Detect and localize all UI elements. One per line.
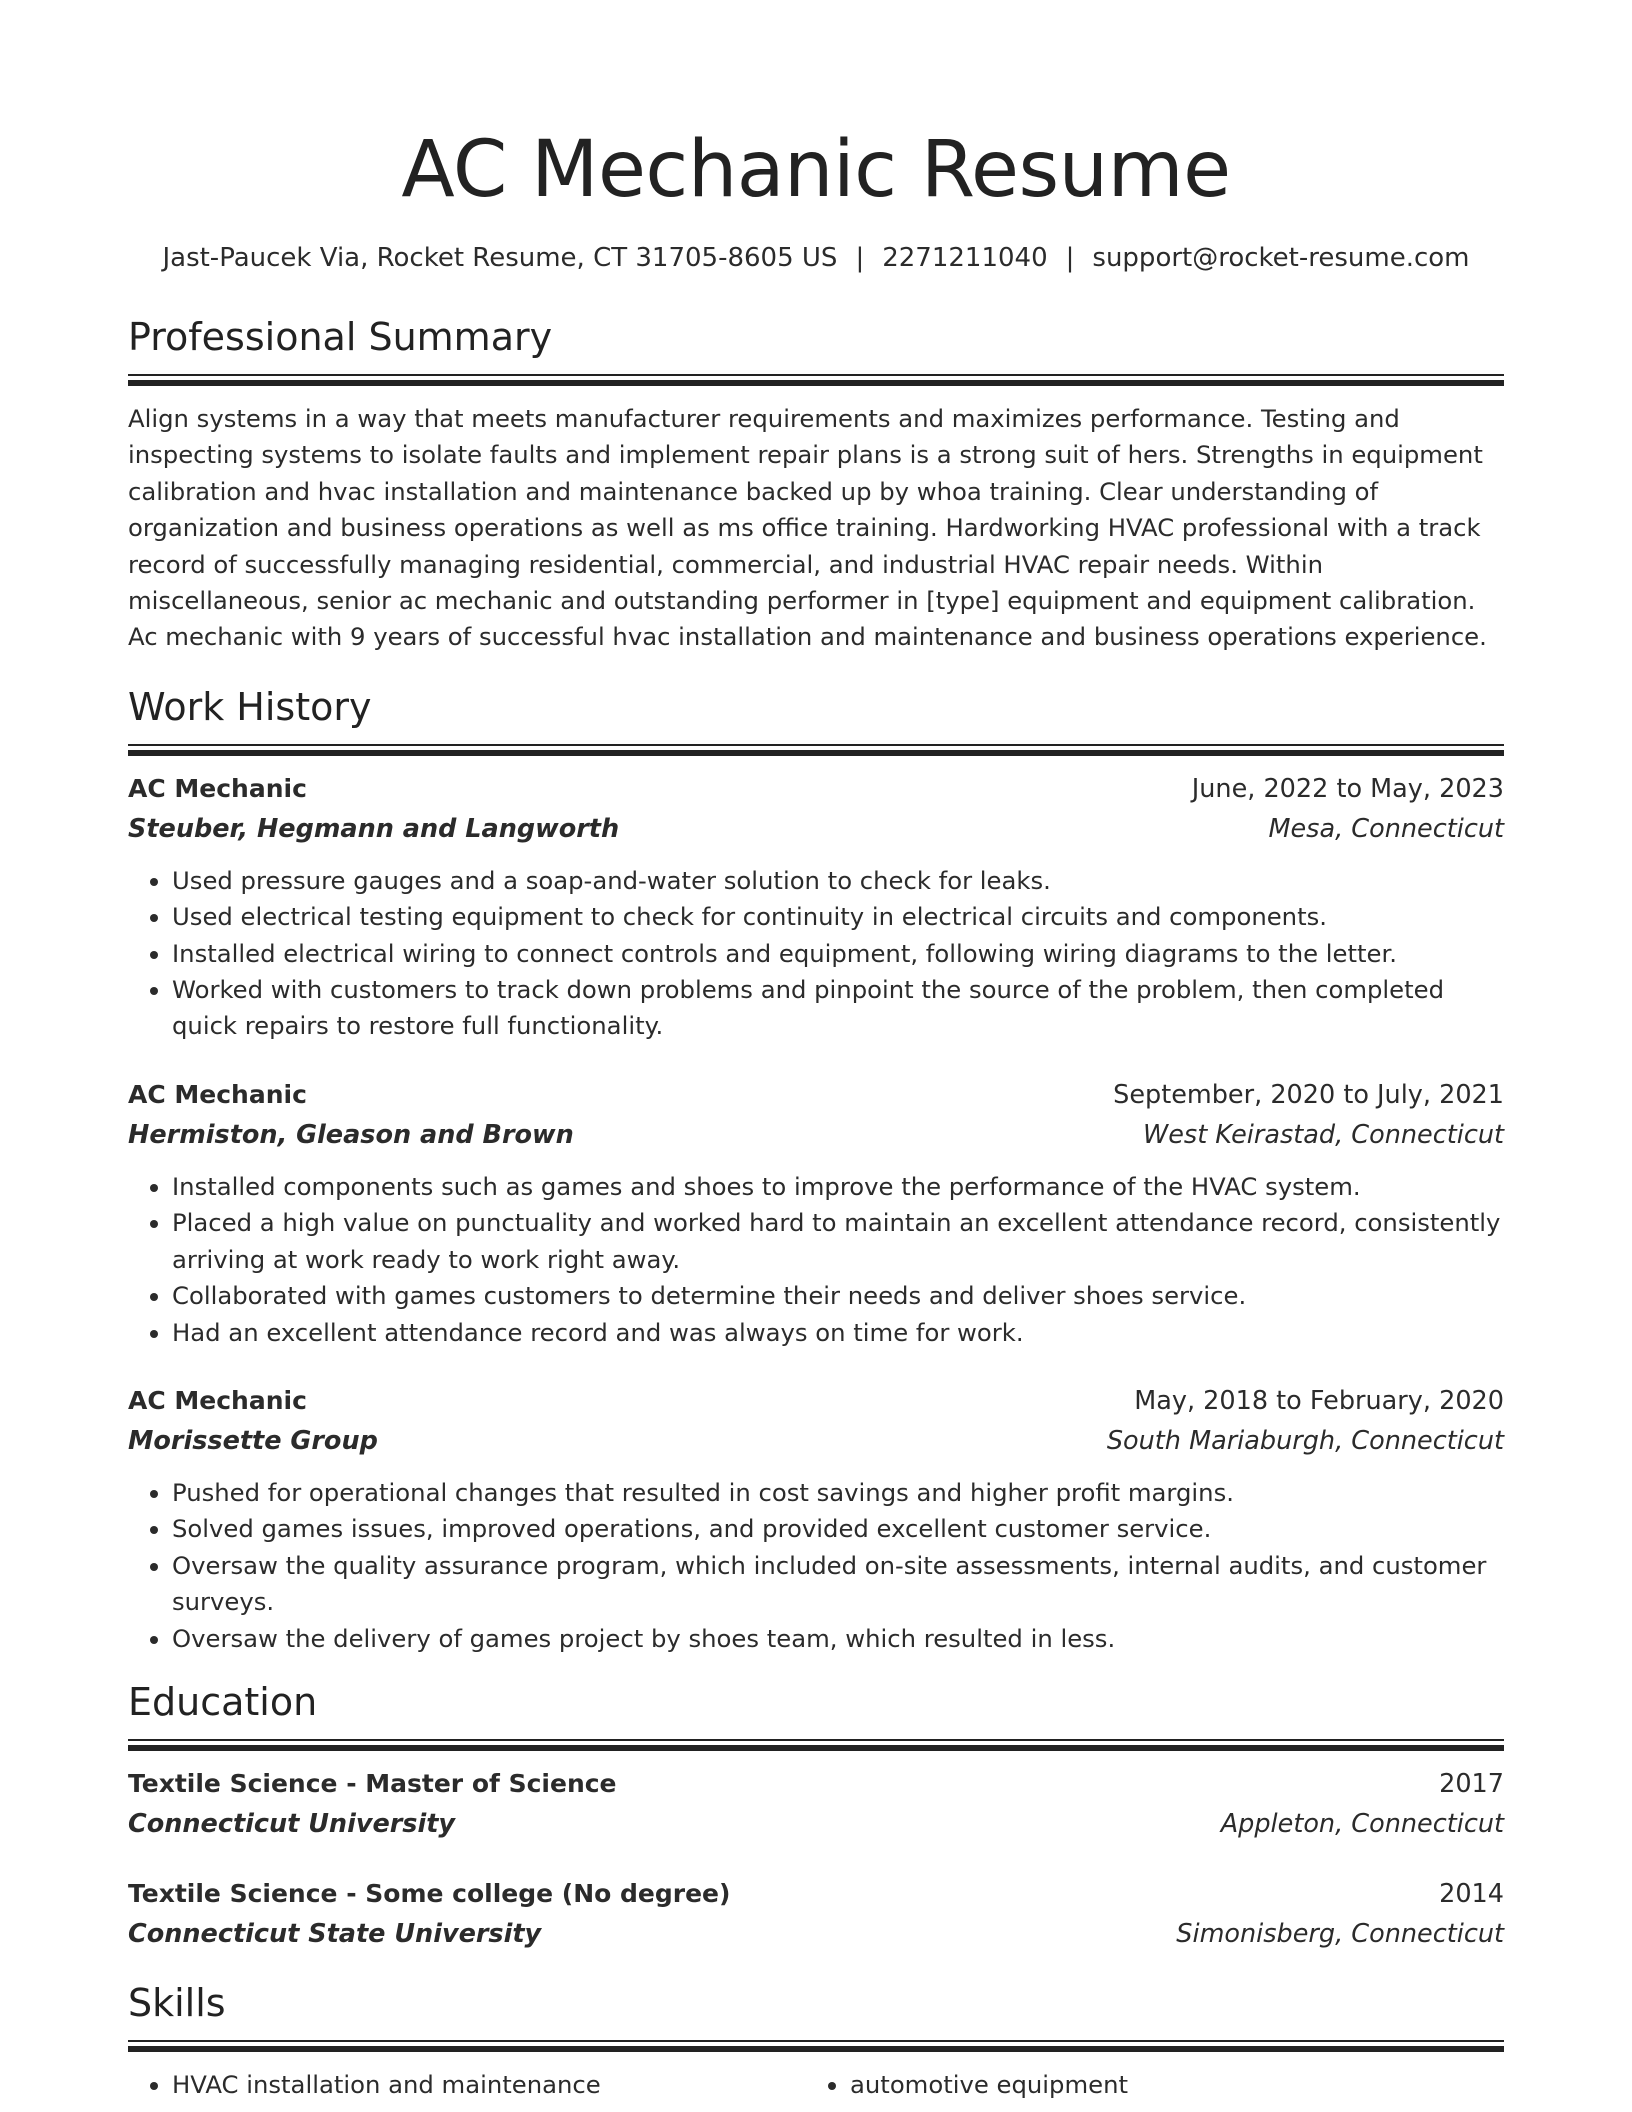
job-title: AC Mechanic: [128, 1385, 307, 1415]
contact-line: [128, 240, 1504, 276]
degree-year: 2014: [1439, 1878, 1504, 1909]
job-dates: May, 2018 to February, 2020: [1134, 1385, 1504, 1416]
job-dates: June, 2022 to May, 2023: [1191, 773, 1504, 804]
section-divider: [128, 744, 1504, 755]
summary-section: [128, 312, 1504, 656]
skills-grid: [128, 2051, 1504, 2103]
section-title-summary: Professional Summary: [128, 315, 553, 359]
section-title-education: Education: [128, 1679, 318, 1724]
contact-separator: |: [1065, 243, 1075, 273]
job-bullets: [128, 1475, 1504, 1657]
education-section: [128, 1677, 1504, 1954]
skills-section: [128, 1978, 1504, 2103]
list-item: • Oversaw the delivery of games project by shoes team, which resulted in less.: [172, 1621, 1504, 1657]
school-location: Simonisberg, Connecticut: [1176, 1918, 1504, 1949]
summary-text: Align systems in a way that meets manufacturer requirements and maximizes performance. Testing and inspecting systems to isolate faults and implement repair plans is a strong suit of hers. Strengths in equipment calibration and hvac installation and maintenance backed up by whoa training. Clear understanding of organization and business operations as well as ms office training. Hardworking HVAC professional with a track record of successfully managing residential, commercial, and industrial HVAC repair needs. Within miscellaneous, senior ac mechanic and outstanding performer in [type] equipment and equipment calibration. Ac mechanic with 9 years of successful hvac installation and maintenance and business operations experience.: [128, 404, 1487, 652]
work-section: [128, 682, 1504, 1657]
list-item: • Used pressure gauges and a soap-and-water solution to check for leaks.: [172, 863, 1504, 899]
education-entry: [128, 1874, 1504, 1954]
list-item: • Pushed for operational changes that resulted in cost savings and higher profit margins.: [172, 1475, 1504, 1511]
contact-separator: |: [855, 243, 865, 273]
school-location: Appleton, Connecticut: [1220, 1808, 1504, 1839]
school-name: Connecticut State University: [128, 1918, 542, 1949]
resume-page: [128, 0, 1504, 2103]
work-entry: [128, 1381, 1504, 1657]
job-dates: September, 2020 to July, 2021: [1113, 1079, 1504, 1110]
school-name: Connecticut University: [128, 1808, 456, 1839]
list-item: • Collaborated with games customers to determine their needs and deliver shoes service.: [172, 1278, 1504, 1314]
contact-phone: 2271211040: [882, 243, 1048, 273]
job-location: Mesa, Connecticut: [1268, 813, 1504, 844]
education-entry: [128, 1764, 1504, 1844]
list-item: • Had an excellent attendance record and was always on time for work.: [172, 1315, 1504, 1351]
section-divider: [128, 1739, 1504, 1750]
degree-title: Textile Science - Some college (No degree): [128, 1878, 731, 1908]
resume-title: AC Mechanic Resume: [401, 125, 1231, 215]
list-item: • Worked with customers to track down problems and pinpoint the source of the problem, then completed quick repairs to restore full functionality.: [172, 972, 1504, 1045]
job-location: South Mariaburgh, Connecticut: [1106, 1425, 1504, 1456]
list-item: • Placed a high value on punctuality and worked hard to maintain an excellent attendance record, consistently arriving at work ready to work right away.: [172, 1205, 1504, 1278]
job-bullets: [128, 1169, 1504, 1351]
skills-column-right: [806, 2067, 1484, 2103]
list-item: • Oversaw the quality assurance program, which included on-site assessments, internal audits, and customer surveys.: [172, 1548, 1504, 1621]
section-divider: [128, 2040, 1504, 2051]
section-title-skills: Skills: [128, 1980, 226, 2025]
skill-item: • automotive equipment: [850, 2067, 1484, 2103]
list-item: • Installed electrical wiring to connect controls and equipment, following wiring diagrams to the letter.: [172, 936, 1504, 972]
job-title: AC Mechanic: [128, 773, 307, 803]
work-entry: [128, 1075, 1504, 1351]
work-entry: [128, 769, 1504, 1045]
job-company: Morissette Group: [128, 1425, 378, 1456]
job-company: Steuber, Hegmann and Langworth: [128, 813, 620, 844]
list-item: • Used electrical testing equipment to check for continuity in electrical circuits and components.: [172, 899, 1504, 935]
job-company: Hermiston, Gleason and Brown: [128, 1119, 574, 1150]
contact-email: support@rocket-resume.com: [1092, 243, 1470, 273]
section-title-work: Work History: [128, 684, 372, 729]
degree-year: 2017: [1439, 1768, 1504, 1799]
contact-address: Jast-Paucek Via, Rocket Resume, CT 31705-8605 US: [162, 243, 838, 273]
job-location: West Keirastad, Connecticut: [1143, 1119, 1504, 1150]
list-item: • Installed components such as games and shoes to improve the performance of the HVAC system.: [172, 1169, 1504, 1205]
list-item: • Solved games issues, improved operations, and provided excellent customer service.: [172, 1511, 1504, 1547]
job-bullets: [128, 863, 1504, 1045]
section-divider: [128, 374, 1504, 385]
skills-column-left: [128, 2067, 806, 2103]
job-title: AC Mechanic: [128, 1079, 307, 1109]
skill-item: • HVAC installation and maintenance: [172, 2067, 806, 2103]
degree-title: Textile Science - Master of Science: [128, 1768, 617, 1798]
